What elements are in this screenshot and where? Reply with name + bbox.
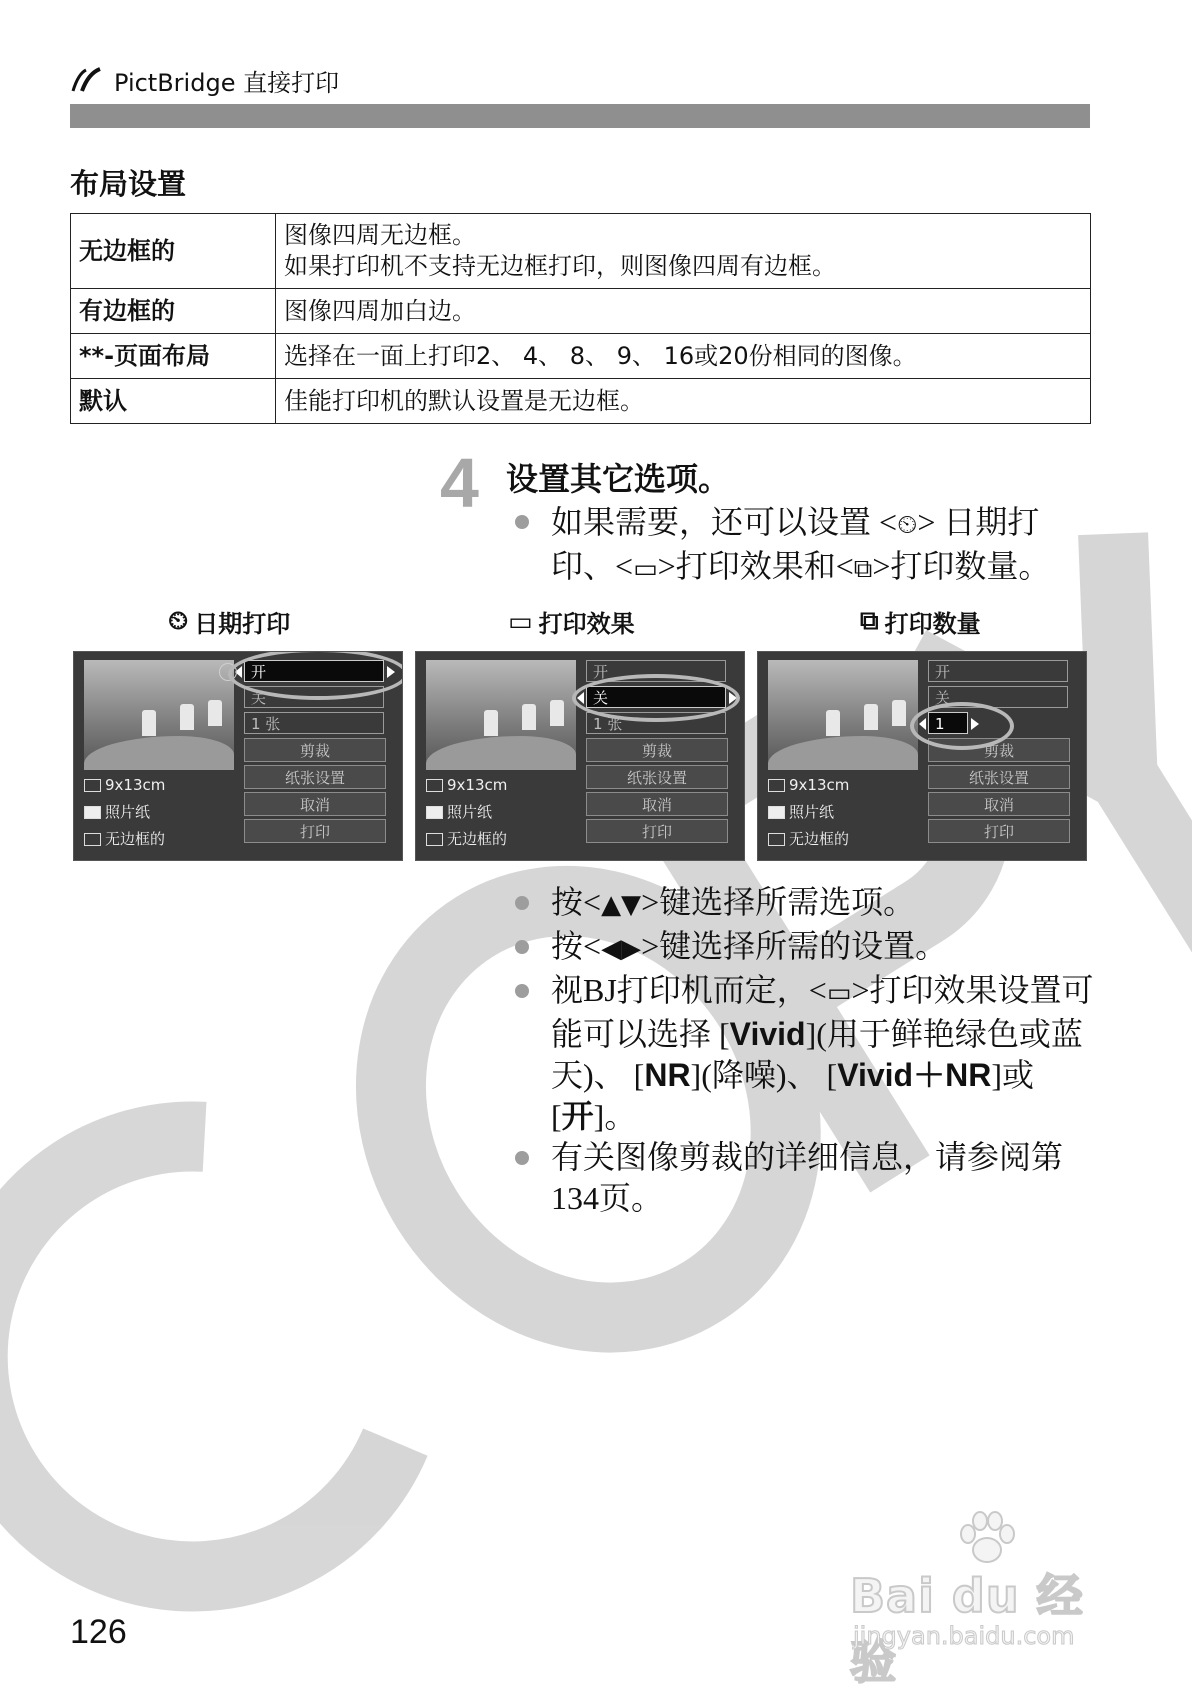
print-quantity-icon: ⧉ [860, 606, 879, 636]
bullet-text: 视BJ打印机而定，< [551, 972, 827, 1008]
page-layout: 无边框的 [447, 830, 508, 848]
cancel-button[interactable]: 取消 [244, 792, 386, 816]
intro-text: > 日期打印、< [551, 504, 1040, 584]
option-name: Vivid＋NR [837, 1057, 992, 1093]
paper-size: 9x13cm [789, 776, 850, 794]
option-label: 关 [593, 689, 609, 707]
bullet-text: ](降噪)、 [ [690, 1057, 838, 1093]
option-label: 关 [251, 689, 267, 707]
logo-word: Bai du 经验 [850, 1569, 1084, 1689]
print-button[interactable]: 打印 [928, 819, 1070, 843]
option-quantity[interactable] [244, 712, 384, 734]
paper-size-icon [84, 779, 101, 792]
highlight-ring [572, 674, 740, 722]
paper-settings-button[interactable]: 纸张设置 [586, 765, 728, 789]
bullet-text: ](用于鲜艳绿色或蓝天)、 [ [551, 1016, 1083, 1093]
layout-icon [84, 833, 101, 846]
paper-type: 照片纸 [789, 803, 835, 821]
paper-size: 9x13cm [105, 776, 166, 794]
option-name: Vivid [729, 1016, 806, 1052]
table-value: 图像四周加白边。 [276, 289, 1091, 334]
option-label: 开 [935, 663, 951, 681]
bullet-dot [515, 984, 529, 998]
intro-text: 如果需要，还可以设置 < [551, 504, 898, 540]
bullet-text: 按< [551, 884, 602, 920]
panel-title-date [168, 604, 290, 639]
panel-title-effect [508, 604, 635, 639]
table-value-line: 图像四周无边框。 [284, 221, 476, 249]
layout-icon [768, 833, 785, 846]
header-bar [70, 104, 1090, 128]
step-number: 4 [440, 444, 479, 522]
bullet-dot [515, 1151, 529, 1165]
pictbridge-icon [70, 67, 104, 93]
paper-type-icon [768, 806, 785, 819]
table-value-line: 如果打印机不支持无边框打印，则图像四周有边框。 [284, 252, 836, 281]
bullet-text: >打印效果设置可能可以选择 [ [551, 972, 1094, 1052]
cancel-button[interactable]: 取消 [928, 792, 1070, 816]
bullet-dot [515, 896, 529, 910]
page-number: 126 [70, 1613, 127, 1651]
list-item [551, 926, 1096, 970]
clock-icon: ⏲ [897, 510, 918, 540]
trim-button[interactable]: 剪裁 [928, 738, 1070, 762]
table-key: **-页面布局 [71, 334, 276, 379]
table-key: 默认 [71, 379, 276, 424]
step-title: 设置其它选项。 [506, 460, 731, 498]
instructions-list [551, 882, 1096, 1219]
camera-screen-date [73, 651, 403, 861]
table-value: 佳能打印机的默认设置是无边框。 [276, 379, 1091, 424]
list-item [551, 970, 1096, 1137]
header-title: PictBridge 直接打印 [114, 68, 340, 97]
intro-text: >打印数量。 [872, 548, 1051, 584]
clock-icon: ⏲ [168, 606, 189, 636]
bullet-text: >键选择所需的设置。 [641, 928, 948, 964]
left-right-arrow-icon: ◀▶ [601, 934, 642, 964]
table-key: 有边框的 [71, 289, 276, 334]
up-down-arrow-icon: ▲▼ [601, 890, 642, 920]
table-value [276, 214, 1091, 289]
print-effect-icon: ▭ [826, 978, 852, 1008]
bullet-text: 按< [551, 928, 602, 964]
paper-info [426, 772, 507, 853]
option-label: 关 [935, 689, 951, 707]
paper-settings-button[interactable]: 纸张设置 [928, 765, 1070, 789]
page-layout: 无边框的 [105, 830, 166, 848]
table-row [71, 334, 1091, 379]
paper-size-icon [426, 779, 443, 792]
list-item [551, 1137, 1096, 1219]
bullet-dot [515, 515, 529, 529]
step-intro [551, 502, 1091, 590]
highlight-ring [910, 702, 1014, 750]
baidu-logo [848, 1510, 1098, 1689]
photo-thumbnail [768, 660, 918, 770]
option-label: 1 [935, 715, 945, 733]
cancel-button[interactable]: 取消 [586, 792, 728, 816]
camera-screen-quantity [757, 651, 1087, 861]
bullet-text: >键选择所需选项。 [641, 884, 916, 920]
paper-type-icon [84, 806, 101, 819]
bullet-text: ]。 [593, 1098, 637, 1134]
panel-title-text: 打印效果 [538, 610, 635, 638]
option-date[interactable] [928, 660, 1068, 682]
print-effect-icon: ▭ [508, 606, 533, 637]
print-quantity-icon: ⧉ [853, 554, 873, 584]
page-layout: 无边框的 [789, 830, 850, 848]
print-button[interactable]: 打印 [586, 819, 728, 843]
option-label: 开 [251, 663, 267, 681]
bullet-text: 有关图像剪裁的详细信息，请参阅第134页。 [551, 1139, 1064, 1216]
paper-type-icon [426, 806, 443, 819]
table-row [71, 379, 1091, 424]
bullet-text: ]或[ [551, 1057, 1034, 1134]
panel-title-text: 打印数量 [884, 610, 981, 638]
panel-title-text: 日期打印 [194, 610, 291, 638]
intro-text: >打印效果和< [657, 548, 854, 584]
camera-screen-effect [415, 651, 745, 861]
bullet-dot [515, 940, 529, 954]
photo-thumbnail [426, 660, 576, 770]
table-key: 无边框的 [71, 214, 276, 289]
print-button[interactable]: 打印 [244, 819, 386, 843]
paper-size: 9x13cm [447, 776, 508, 794]
option-label: 开 [593, 663, 609, 681]
option-name: 开 [561, 1098, 594, 1134]
photo-thumbnail [84, 660, 234, 770]
option-name: NR [644, 1057, 691, 1093]
trim-button[interactable]: 剪裁 [244, 738, 386, 762]
paper-info [768, 772, 849, 853]
paper-type: 照片纸 [105, 803, 151, 821]
layout-table [70, 213, 1091, 424]
table-row [71, 214, 1091, 289]
logo-url: jingyan.baidu.com [853, 1622, 1075, 1650]
page-header [70, 62, 339, 98]
panel-title-quantity [860, 604, 981, 639]
table-row [71, 289, 1091, 334]
trim-button[interactable]: 剪裁 [586, 738, 728, 762]
layout-icon [426, 833, 443, 846]
section-title: 布局设置 [70, 167, 187, 201]
option-label: 1 张 [593, 715, 623, 733]
list-item [551, 882, 1096, 926]
option-label: 1 张 [251, 715, 281, 733]
paper-type: 照片纸 [447, 803, 493, 821]
table-value: 选择在一面上打印2、 4、 8、 9、 16或20份相同的图像。 [276, 334, 1091, 379]
print-effect-icon: ▭ [633, 554, 658, 584]
paper-size-icon [768, 779, 785, 792]
paper-settings-button[interactable]: 纸张设置 [244, 765, 386, 789]
paper-info [84, 772, 165, 853]
